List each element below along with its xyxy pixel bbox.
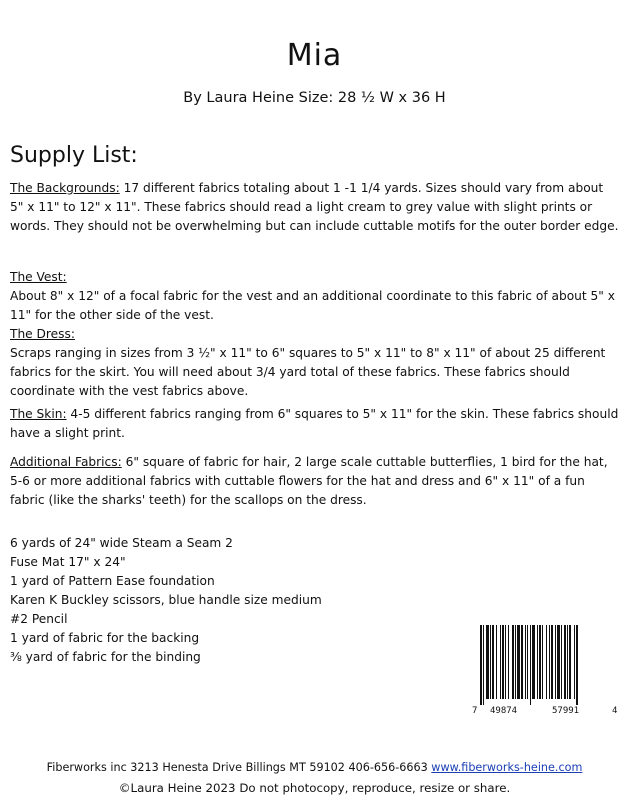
- additional-label: Additional Fabrics:: [10, 455, 122, 469]
- barcode: [472, 625, 620, 725]
- list-item: Karen K Buckley scissors, blue handle size medium: [10, 593, 322, 607]
- list-item: #2 Pencil: [10, 612, 68, 626]
- list-item: Fuse Mat 17" x 24": [10, 555, 126, 569]
- barcode-bar: [521, 625, 523, 699]
- barcode-bar: [564, 625, 566, 699]
- barcode-bar: [500, 625, 501, 699]
- barcode-bar: [512, 625, 514, 699]
- barcode-bar: [505, 625, 506, 699]
- website-link[interactable]: www.fiberworks-heine.com: [431, 761, 583, 774]
- dress-text: Scraps ranging in sizes from 3 ½" x 11" to 6" squares to 5" x 11" to 8" x 11" of about 25 different fabrics for the skirt. You will need about 3/4 yard total of these fabrics. These fabrics should coordinate with the vest fabrics above.: [10, 346, 606, 398]
- barcode-bar: [496, 625, 497, 699]
- barcode-bar: [532, 625, 535, 699]
- list-item: 1 yard of fabric for the backing: [10, 631, 200, 645]
- footer-company: Fiberworks inc 3213 Henesta Drive Billings MT 59102 406-656-6663: [46, 761, 432, 774]
- footer-address: [0, 761, 629, 774]
- barcode-bar: [539, 625, 541, 699]
- barcode-bar: [508, 625, 509, 699]
- barcode-bar: [480, 625, 482, 705]
- barcode-group-2: 57991: [552, 706, 580, 716]
- additional-text: 6" square of fabric for hair, 2 large scale cuttable butterflies, 1 bird for the hat, 5-6 or more additional fabrics with cuttable flowers for the hat and dress and 6" x 11" of a fun fabric (like the sharks' teeth) for the scallops on the dress.: [10, 455, 608, 507]
- vest-label: The Vest:: [10, 270, 67, 284]
- barcode-numbers: [472, 706, 620, 720]
- barcode-bar: [549, 625, 550, 699]
- supply-list-heading: Supply List:: [10, 143, 138, 168]
- barcode-bar: [555, 625, 556, 699]
- section-dress: [10, 325, 620, 401]
- author-size-line: By Laura Heine Size: 28 ½ W x 36 H: [183, 90, 446, 106]
- list-item: 1 yard of Pattern Ease foundation: [10, 574, 215, 588]
- barcode-group-1: 49874: [490, 706, 518, 716]
- section-backgrounds: [10, 179, 620, 236]
- barcode-bar: [561, 625, 562, 699]
- vest-text: About 8" x 12" of a focal fabric for the vest and an additional coordinate to this fabric of about 5" x 11" for the other side of the vest.: [10, 289, 615, 322]
- barcode-bar: [574, 625, 575, 699]
- barcode-bar: [515, 625, 516, 699]
- section-additional-fabrics: [10, 453, 620, 510]
- barcode-digit-start: 7: [472, 706, 478, 716]
- barcode-bar: [542, 625, 543, 699]
- dress-label: The Dress:: [10, 327, 75, 341]
- barcode-bar: [483, 625, 484, 705]
- footer-copyright: ©Laura Heine 2023 Do not photocopy, reproduce, resize or share.: [118, 781, 511, 795]
- section-skin: [10, 405, 620, 443]
- list-item: ⅜ yard of fabric for the binding: [10, 650, 201, 664]
- backgrounds-text: 17 different fabrics totaling about 1 -1 1/4 yards. Sizes should vary from about 5" x 11" to 12" x 11". These fabrics should read a light cream to grey value with slight prints or words. They should not be overwhelming but can include cuttable motifs for the outer border edge.: [10, 181, 619, 233]
- barcode-bar: [530, 625, 531, 705]
- list-item: 6 yards of 24" wide Steam a Seam 2: [10, 536, 233, 550]
- barcode-bar: [569, 625, 571, 699]
- page-title: Mia: [286, 38, 343, 74]
- section-vest: [10, 268, 620, 325]
- backgrounds-label: The Backgrounds:: [10, 181, 120, 195]
- barcode-bar: [576, 625, 578, 705]
- barcode-bar: [502, 625, 504, 699]
- skin-label: The Skin:: [10, 407, 67, 421]
- barcode-bar: [492, 625, 494, 699]
- supplies-list: [10, 534, 450, 667]
- skin-text: 4-5 different fabrics ranging from 6" squares to 5" x 11" for the skin. These fabrics should have a slight print.: [10, 407, 619, 440]
- barcode-bar: [537, 625, 538, 699]
- barcode-bar: [557, 625, 560, 699]
- barcode-bars: [480, 625, 616, 705]
- barcode-bar: [486, 625, 489, 699]
- barcode-bar: [546, 625, 547, 699]
- barcode-bar: [551, 625, 553, 699]
- barcode-digit-end: 4: [612, 706, 618, 716]
- barcode-bar: [490, 625, 491, 699]
- barcode-bar: [517, 625, 520, 699]
- barcode-bar: [527, 625, 528, 699]
- barcode-bar: [567, 625, 568, 699]
- barcode-bar: [525, 625, 526, 699]
